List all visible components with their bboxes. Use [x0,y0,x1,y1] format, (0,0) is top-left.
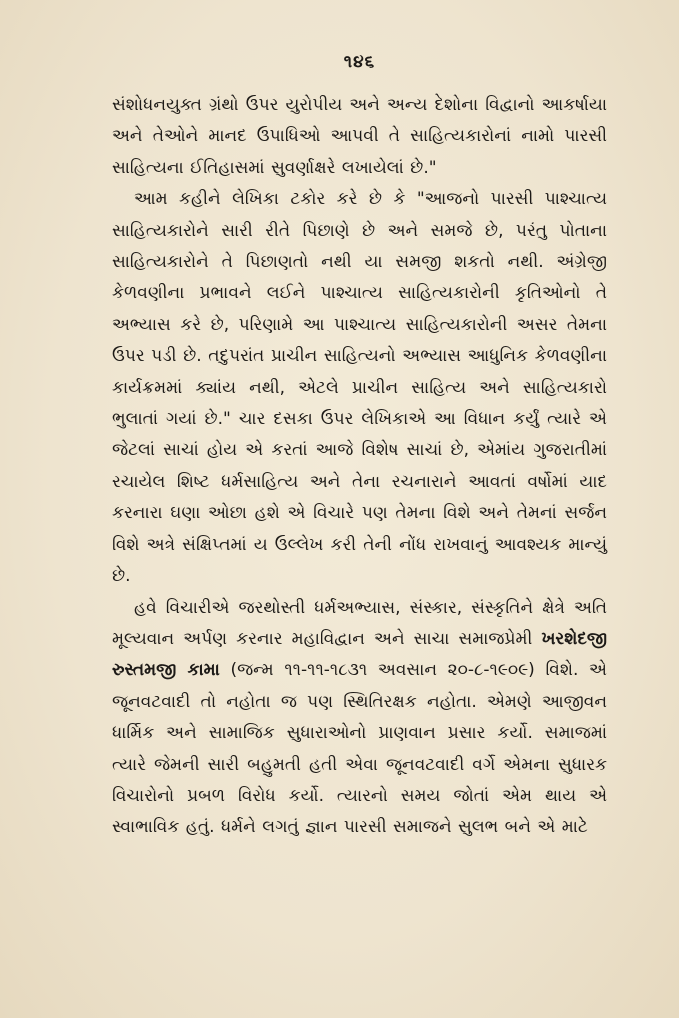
paragraph-2: આમ કહીને લેખિકા ટકોર કરે છે કે "આજનો પારસી પાશ્ચાત્ય સાહિત્યકારોને સારી રીતે પિછાણે છે અને સમજે છે, પરંતુ પોતાના સાહિત્યકારોને તે પિછાણતો નથી યા સમજી શકતો નથી. અંગ્રેજી કેળવણીના પ્રભાવને લઈને પાશ્ચાત્ય સાહિત્યકારોની કૃતિઓનો તે અભ્યાસ કરે છે, પરિણામે આ પાશ્ચાત્ય સાહિત્યકારોની અસર તેમના ઉપર પડી છે. તદુપરાંત પ્રાચીન સાહિત્યનો અભ્યાસ આધુનિક કેળવણીના કાર્યક્રમમાં ક્યાંય નથી, એટલે પ્રાચીન સાહિત્ય અને સાહિત્યકારો ભુલાતાં ગયાં છે." ચાર દસકા ઉપર લેખિકાએ આ વિધાન કર્યું ત્યારે એ જેટલાં સાચાં હોય એ કરતાં આજે વિશેષ સાચાં છે, એમાંય ગુજરાતીમાં રચાયેલ શિષ્ટ ધર્મસાહિત્ય અને તેના રચનારાને આવતાં વર્ષોમાં યાદ કરનારા ઘણા ઓછા હશે એ વિચારે પણ તેમના વિશે અને તેમનાં સર્જન વિશે અત્રે સંક્ષિપ્તમાં ય ઉલ્લેખ કરી તેની નોંધ રાખવાનું આવશ્યક માન્યું છે. [112,189,607,587]
paragraph-1: સંશોધનયુક્ત ગ્રંથો ઉપર યુરોપીય અને અન્ય દેશોના વિદ્વાનો આકર્ષાયા અને તેઓને માનદ ઉપાધિઓ આપવી તે સાહિત્યકારોનાં નામો પારસી સાહિત્યના ઈતિહાસમાં સુવર્ણાક્ષરે લખાયેલાં છે." [112,95,607,178]
person-name: ખરશેદજી રુસ્તમજી કામા [112,628,607,681]
paragraph-3-intro: હવે વિચારીએ જરથોસ્તી ધર્મઅભ્યાસ, સંસ્કાર, સંસ્કૃતિને ક્ષેત્રે અતિ મૂલ્યવાન અર્પણ કરનાર મહાવિદ્વાન અને સાચા સમાજપ્રેમી [112,597,607,649]
paragraph-3 [112,593,607,844]
page-number: ૧૪૬ [343,52,376,72]
body-text [112,90,607,844]
paragraph-3-rest: (જન્મ ૧૧-૧૧-૧૮૩૧ અવસાન ૨૦-૮-૧૯૦૯) વિશે. એ જૂનવટવાદી તો નહોતા જ પણ સ્થિતિરક્ષક નહોતા. એમણે આજીવન ધાર્મિક અને સામાજિક સુધારાઓનો પ્રાણવાન પ્રસાર કર્યો. સમાજમાં ત્યારે જેમની સારી બહુમતી હતી એવા જૂનવટવાદી વર્ગે એમના સુધારક વિચારોનો પ્રબળ વિરોધ કર્યો. ત્યારનો સમય જોતાં એમ થાય એ સ્વાભાવિક હતું. ધર્મને લગતું જ્ઞાન પારસી સમાજને સુલભ બને એ માટે [112,660,607,838]
